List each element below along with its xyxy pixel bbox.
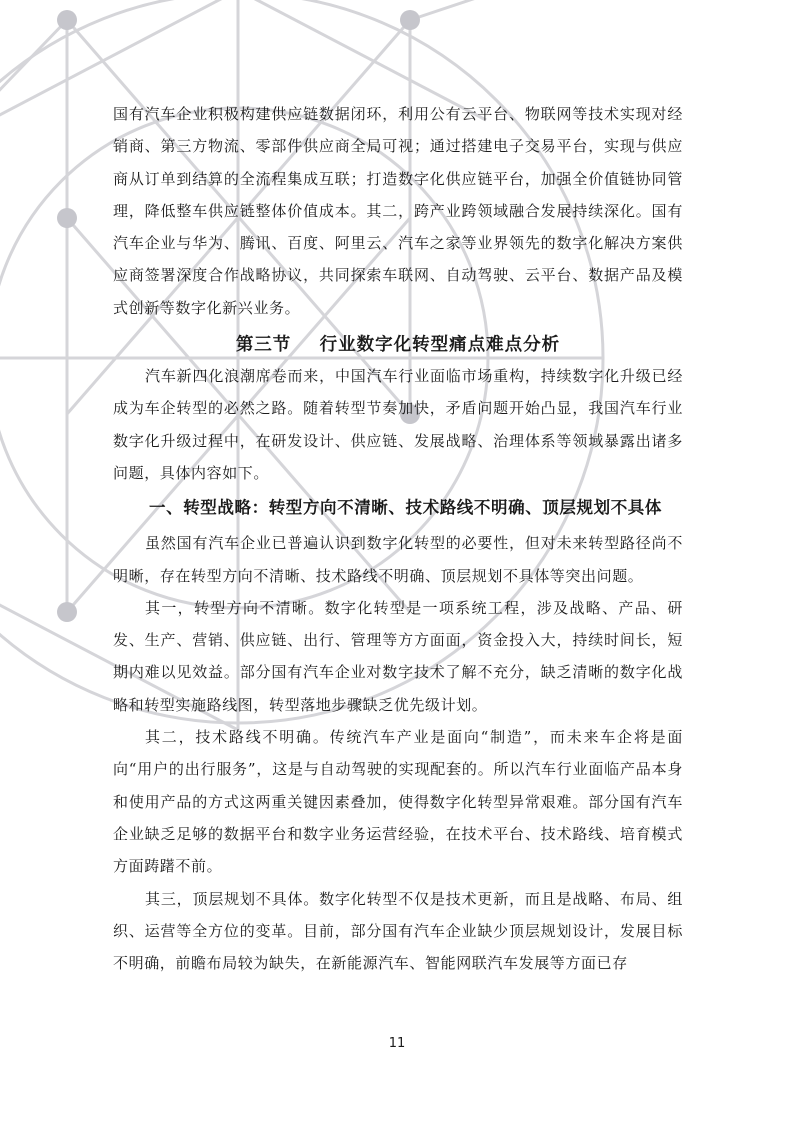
- intro-paragraph: 国有汽车企业积极构建供应链数据闭环，利用公有云平台、物联网等技术实现对经销商、第三方物流、零部件供应商全局可视；通过搭建电子交易平台，实现与供应商从订单到结算的全流程集成互联；打造数字化供应链平台，加强全价值链协同管理，降低整车供应链整体价值成本。其二，跨产业跨领域融合发展持续深化。国有汽车企业与华为、腾讯、百度、阿里云、汽车之家等业界领先的数字化解决方案供应商签署深度合作战略协议，共同探索车联网、自动驾驶、云平台、数据产品及模式创新等数字化新兴业务。: [113, 105, 683, 317]
- body-paragraph-4: 其三，顶层规划不具体。数字化转型不仅是技术更新，而且是战略、布局、组织、运营等全方位的变革。目前，部分国有汽车企业缺少顶层规划设计，发展目标不明确，前瞻布局较为缺失，在新能源汽车、智能网联汽车发展等方面已存: [113, 889, 683, 973]
- page-number: 11: [388, 1036, 406, 1051]
- body-paragraph-3: 其二，技术路线不明确。传统汽车产业是面向“制造”，而未来车企将是面向“用户的出行服务”，这是与自动驾驶的实现配套的。所以汽车行业面临产品本身和使用产品的方式这两重关键因素叠加，使得数字化转型异常艰难。部分国有汽车企业缺乏足够的数据平台和数字业务运营经验，在技术平台、技术路线、培育模式方面踌躇不前。: [113, 728, 683, 876]
- section-title: 第三节 行业数字化转型痛点难点分析: [235, 335, 561, 356]
- document-body: [113, 98, 683, 979]
- body-paragraph-1: 虽然国有汽车企业已普遍认识到数字化转型的必要性，但对未来转型路径尚不明晰，存在转型方向不清晰、技术路线不明确、顶层规划不具体等突出问题。: [113, 534, 683, 585]
- subheading: 一、转型战略：转型方向不清晰、技术路线不明确、顶层规划不具体: [149, 498, 662, 518]
- body-paragraph-2: 其一，转型方向不清晰。数字化转型是一项系统工程，涉及战略、产品、研发、生产、营销、供应链、出行、管理等方方面面，资金投入大，持续时间长，短期内难以见效益。部分国有汽车企业对数字技术了解不充分，缺乏清晰的数字化战略和转型实施路线图，转型落地步骤缺乏优先级计划。: [113, 598, 683, 714]
- section-intro-paragraph: 汽车新四化浪潮席卷而来，中国汽车行业面临市场重构，持续数字化升级已经成为车企转型的必然之路。随着转型节奏加快，矛盾问题开始凸显，我国汽车行业数字化升级过程中，在研发设计、供应链、发展战略、治理体系等领域暴露出诸多问题，具体内容如下。: [113, 367, 683, 482]
